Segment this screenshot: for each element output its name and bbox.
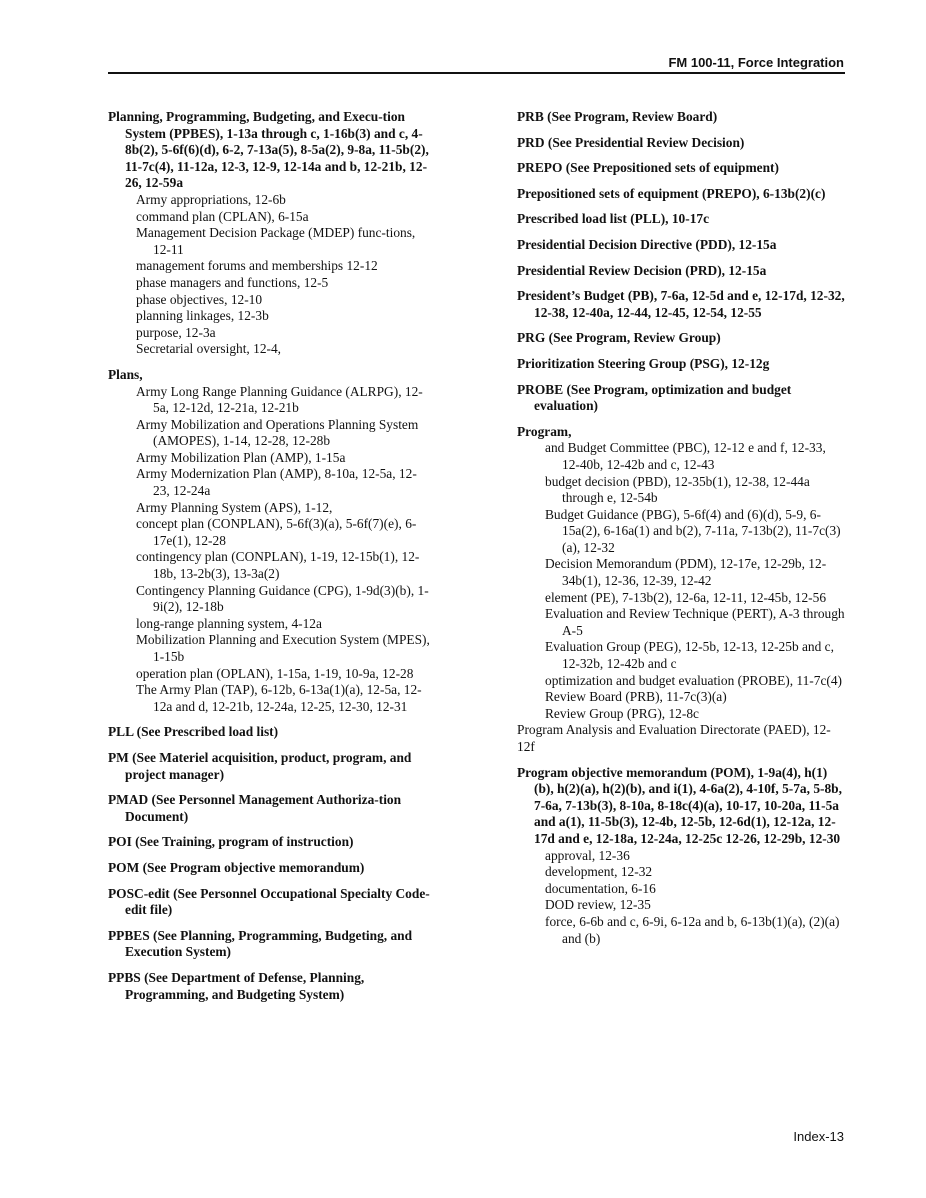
index-entry (517, 356, 845, 373)
page-number: Index-13 (793, 1129, 844, 1144)
index-heading: PRD (See Presidential Review Decision) (517, 134, 745, 150)
index-subentry: contingency plan (CONPLAN), 1-19, 12-15b(1), 12-18b, 13-2b(3), 13-3a(2) (136, 549, 420, 582)
index-subentry: Decision Memorandum (PDM), 12-17e, 12-29b, 12-34b(1), 12-36, 12-39, 12-42 (545, 556, 827, 589)
index-entry (108, 970, 433, 1003)
index-subentry: Army Long Range Planning Guidance (ALRPG), 12-5a, 12-12d, 12-21a, 12-21b (136, 383, 423, 416)
index-heading: POSC-edit (See Personnel Occupational Specialty Code-edit file) (108, 885, 430, 918)
index-subentry: phase managers and functions, 12-5 (136, 274, 329, 290)
index-entry (108, 886, 433, 919)
index-subentries (108, 384, 433, 716)
index-subentry: DOD review, 12-35 (545, 897, 651, 913)
index-subentry: long-range planning system, 4-12a (136, 615, 322, 631)
index-heading: PRB (See Program, Review Board) (517, 109, 718, 124)
index-subentry: Army Mobilization and Operations Planning System (AMOPES), 1-14, 12-28, 12-28b (136, 416, 419, 449)
index-entry (517, 330, 845, 347)
index-subentry: and Budget Committee (PBC), 12-12 e and f, 12-33, 12-40b, 12-42b and c, 12-43 (545, 440, 826, 472)
index-entry (517, 237, 845, 254)
index-heading-plain: Program Analysis and Evaluation Directorate (PAED), 12-12f (517, 722, 831, 754)
index-subentry: command plan (CPLAN), 6-15a (136, 208, 309, 224)
index-subentry: concept plan (CONPLAN), 5-6f(3)(a), 5-6f(7)(e), 6-17e(1), 12-28 (136, 516, 417, 548)
index-column-right (517, 109, 845, 956)
index-heading: Prioritization Steering Group (PSG), 12-12g (517, 355, 770, 371)
index-subentry: planning linkages, 12-3b (136, 308, 269, 324)
index-heading: POM (See Program objective memorandum) (108, 859, 365, 875)
index-subentry: Army appropriations, 12-6b (136, 191, 286, 207)
index-subentry: Army Planning System (APS), 1-12, (136, 499, 333, 515)
index-subentry: approval, 12-36 (545, 847, 630, 863)
index-entry (108, 109, 433, 358)
index-entry (517, 160, 845, 177)
index-subentries (517, 440, 845, 722)
index-entry (108, 750, 433, 783)
index-heading: Planning, Programming, Budgeting, and Execu-tion System (PPBES), 1-13a through c, 1-16b(3) and c, 4-8b(2), 5-6f(6)(d), 6-2, 7-13a(5), 8-5a(2), 9-8a, 11-5b(2), 11-7c(4), 11-12a, 12-3, 12-9, 12-14a and b, 12-21b, 12-26, 12-59a (108, 109, 429, 191)
index-entry (517, 288, 845, 321)
index-subentry: Review Board (PRB), 11-7c(3)(a) (545, 689, 727, 705)
index-entry (517, 109, 845, 126)
index-subentry: Review Group (PRG), 12-8c (545, 705, 699, 721)
index-subentry: Evaluation Group (PEG), 12-5b, 12-13, 12-25b and c, 12-32b, 12-42b and c (545, 639, 834, 672)
index-heading: Prescribed load list (PLL), 10-17c (517, 211, 710, 227)
index-subentry: phase objectives, 12-10 (136, 291, 263, 307)
index-heading: PPBES (See Planning, Programming, Budgeting, and Execution System) (108, 927, 413, 960)
index-heading: PM (See Materiel acquisition, product, program, and project manager) (108, 749, 412, 782)
index-subentry: documentation, 6-16 (545, 880, 656, 896)
index-subentry: element (PE), 7-13b(2), 12-6a, 12-11, 12-45b, 12-56 (545, 589, 827, 605)
index-entry (108, 860, 433, 877)
index-subentry: budget decision (PBD), 12-35b(1), 12-38, 12-44a through e, 12-54b (545, 473, 810, 506)
index-heading: POI (See Training, program of instruction) (108, 834, 354, 850)
index-subentry: Army Modernization Plan (AMP), 8-10a, 12-5a, 12-23, 12-24a (136, 466, 417, 499)
index-entry (108, 834, 433, 851)
index-heading: Plans, (108, 366, 143, 382)
index-heading: PPBS (See Department of Defense, Planning, Programming, and Budgeting System) (108, 969, 365, 1002)
index-subentry: management forums and memberships 12-12 (136, 258, 378, 274)
index-heading: PROBE (See Program, optimization and budget evaluation) (517, 381, 792, 414)
index-subentry: optimization and budget evaluation (PROBE), 11-7c(4) (545, 672, 843, 688)
index-column-left (108, 109, 433, 1012)
index-heading: President’s Budget (PB), 7-6a, 12-5d and e, 12-17d, 12-32, 12-38, 12-40a, 12-44, 12-45, 12-54, 12-55 (517, 288, 845, 320)
index-entry (517, 211, 845, 228)
index-entry (517, 263, 845, 280)
index-entry (517, 135, 845, 152)
index-entry (108, 928, 433, 961)
index-subentry: Evaluation and Review Technique (PERT), A-3 through A-5 (545, 606, 845, 638)
running-header: FM 100-11, Force Integration (668, 55, 844, 70)
index-heading: PLL (See Prescribed load list) (108, 724, 279, 740)
index-subentry: operation plan (OPLAN), 1-15a, 1-19, 10-9a, 12-28 (136, 665, 414, 681)
index-entry (517, 765, 845, 948)
index-heading: Program objective memorandum (POM), 1-9a(4), h(1)(b), h(2)(a), h(2)(b), and i(1), 4-6a(2), 4-10f, 5-7a, 5-8b, 7-6a, 7-13b(3), 8-10a, 8-18c(4)(a), 10-17, 10-20a, 11-5a and a(1), 11-5b(3), 12-4b, 12-5b, 12-6d(1), 12-12a, 12-17d and e, 12-18a, 12-24a, 12-25c 12-26, 12-29b, 12-30 (517, 764, 842, 846)
index-entry (517, 186, 845, 203)
index-subentry: Contingency Planning Guidance (CPG), 1-9d(3)(b), 1-9i(2), 12-18b (136, 582, 429, 615)
index-entry (108, 724, 433, 741)
index-subentry: Management Decision Package (MDEP) func-tions, 12-11 (136, 225, 416, 257)
index-subentry: Secretarial oversight, 12-4, (136, 341, 282, 357)
index-subentry: Mobilization Planning and Execution System (MPES), 1-15b (136, 632, 430, 664)
header-rule (108, 72, 845, 74)
index-subentry: Army Mobilization Plan (AMP), 1-15a (136, 449, 346, 465)
index-heading: PRG (See Program, Review Group) (517, 330, 721, 346)
index-heading: Prepositioned sets of equipment (PREPO), 6-13b(2)(c) (517, 185, 826, 201)
index-subentry: development, 12-32 (545, 864, 653, 880)
index-subentries (108, 192, 433, 358)
index-subentry: The Army Plan (TAP), 6-12b, 6-13a(1)(a), 12-5a, 12-12a and d, 12-21b, 12-24a, 12-25, 12-30, 12-31 (136, 682, 422, 714)
index-entry (108, 792, 433, 825)
index-entry (517, 382, 845, 415)
index-subentries (517, 848, 845, 948)
index-heading: Program, (517, 423, 572, 439)
index-subentry: force, 6-6b and c, 6-9i, 6-12a and b, 6-13b(1)(a), (2)(a) and (b) (545, 913, 840, 946)
index-subentry: Budget Guidance (PBG), 5-6f(4) and (6)(d), 5-9, 6-15a(2), 6-16a(1) and b(2), 7-11a, 7-13b(2), 11-7c(3)(a), 12-32 (545, 506, 841, 555)
index-heading: Presidential Review Decision (PRD), 12-15a (517, 262, 767, 278)
index-entry (108, 367, 433, 715)
index-entry (517, 424, 845, 756)
index-heading: Presidential Decision Directive (PDD), 12-15a (517, 236, 777, 252)
index-heading: PMAD (See Personnel Management Authoriza-tion Document) (108, 792, 402, 824)
index-heading: PREPO (See Prepositioned sets of equipment) (517, 160, 779, 176)
index-subentry: purpose, 12-3a (136, 324, 216, 340)
